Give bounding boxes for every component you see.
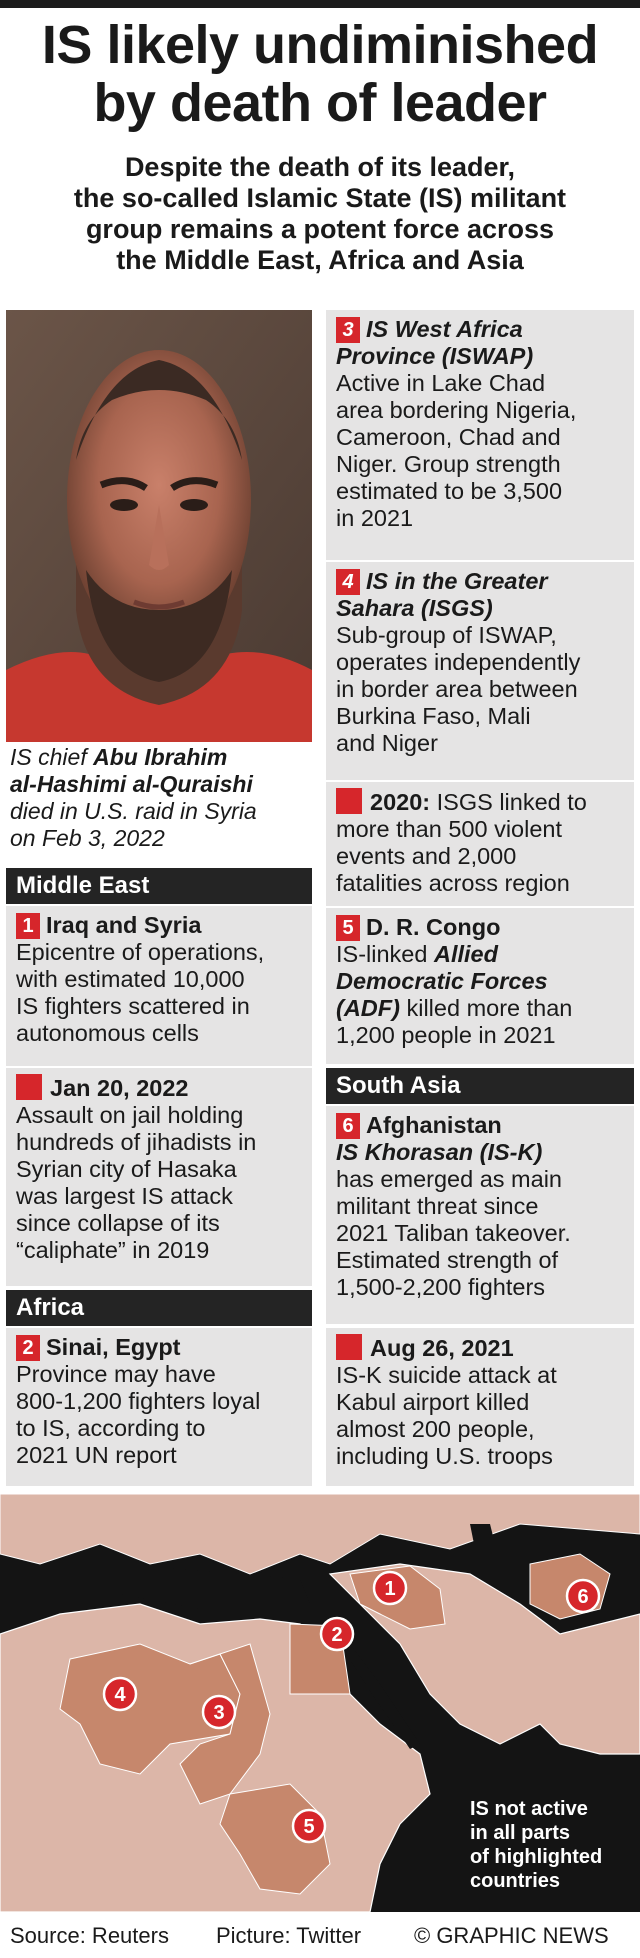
red-square-icon <box>336 788 362 814</box>
marker-number: 3 <box>336 317 360 343</box>
map-note-line: IS not active <box>470 1798 588 1820</box>
marker-label: 2 <box>331 1624 343 1646</box>
entry-line: has emerged as main <box>336 1166 562 1192</box>
standfirst <box>10 152 630 276</box>
entry-line: IS-K suicide attack at <box>336 1362 557 1388</box>
entry-line: 800-1,200 fighters loyal <box>16 1388 261 1414</box>
top-rule <box>0 0 640 8</box>
entry-line: Kabul airport killed <box>336 1389 530 1415</box>
entry-line: hundreds of jihadists in <box>16 1129 257 1155</box>
publisher-credit: © GRAPHIC NEWS <box>414 1923 609 1948</box>
entry-title: Sahara (ISGS) <box>336 595 493 621</box>
group-name: Allied <box>433 941 498 967</box>
headline <box>0 16 640 132</box>
entry-line: 2021 UN report <box>16 1442 177 1468</box>
portrait-photo <box>6 310 312 742</box>
standfirst-line: the Middle East, Africa and Asia <box>116 245 524 275</box>
caption-prefix: IS chief <box>10 744 94 770</box>
entry-title: Iraq and Syria <box>46 912 202 938</box>
entry-line: militant threat since <box>336 1193 539 1219</box>
entry-line: Syrian city of Hasaka <box>16 1156 237 1182</box>
entry-line: Assault on jail holding <box>16 1102 244 1128</box>
entry-title: IS West Africa <box>366 316 523 342</box>
entry-title: Aug 26, 2021 <box>370 1335 514 1361</box>
entry-title: Jan 20, 2022 <box>50 1075 189 1101</box>
section-label: Middle East <box>16 872 150 899</box>
entry-jan-2022 <box>6 1068 312 1286</box>
entry-2020 <box>326 782 634 906</box>
marker-label: 1 <box>384 1578 396 1600</box>
entry-sinai <box>6 1328 312 1486</box>
entry-line: Province may have <box>16 1361 216 1387</box>
headline-line: by death of leader <box>93 73 547 133</box>
entry-line: Cameroon, Chad and <box>336 424 561 450</box>
entry-line: Niger. Group strength <box>336 451 561 477</box>
section-label: South Asia <box>336 1072 461 1099</box>
map-note-line: in all parts <box>470 1822 571 1844</box>
entry-iraq-syria <box>6 906 312 1066</box>
marker-number: 2 <box>16 1335 40 1361</box>
headline-line: IS likely undiminished <box>41 15 599 75</box>
map-note-line: countries <box>470 1870 561 1892</box>
group-name: (ADF) <box>336 995 400 1021</box>
entry-title: Sinai, Egypt <box>46 1334 181 1360</box>
entry-line: Epicentre of operations, <box>16 939 265 965</box>
entry-line: Burkina Faso, Mali <box>336 703 531 729</box>
entry-line: killed more than <box>399 995 573 1021</box>
map-note-line: of highlighted <box>470 1846 603 1868</box>
marker-number: 1 <box>16 913 40 939</box>
entry-line: “caliphate” in 2019 <box>16 1237 210 1263</box>
section-bar-south-asia <box>326 1068 634 1104</box>
map-note <box>470 1797 630 1893</box>
marker-label: 4 <box>114 1684 126 1706</box>
marker-label: 6 <box>577 1586 589 1608</box>
entry-line: IS-linked <box>336 941 434 967</box>
entry-line: events and 2,000 <box>336 843 517 869</box>
section-bar-africa <box>6 1290 312 1326</box>
marker-label: 5 <box>303 1816 315 1838</box>
entry-line: Active in Lake Chad <box>336 370 546 396</box>
entry-line: operates independently <box>336 649 581 675</box>
caption-name: Abu Ibrahim <box>93 744 228 770</box>
entry-isgs <box>326 562 634 780</box>
picture-credit: Picture: Twitter <box>216 1923 362 1948</box>
red-square-icon <box>336 1334 362 1360</box>
group-name: Democratic Forces <box>336 968 548 994</box>
entry-line: autonomous cells <box>16 1020 199 1046</box>
entry-subtitle: IS Khorasan (IS-K) <box>336 1139 543 1165</box>
entry-line: fatalities across region <box>336 870 570 896</box>
entry-title: Afghanistan <box>366 1112 502 1138</box>
caption-line: on Feb 3, 2022 <box>10 825 165 851</box>
entry-line: including U.S. troops <box>336 1443 553 1469</box>
entry-line: estimated to be 3,500 <box>336 478 563 504</box>
standfirst-line: group remains a potent force across <box>85 214 555 244</box>
entry-line: in 2021 <box>336 505 414 531</box>
entry-line: 1,200 people in 2021 <box>336 1022 556 1048</box>
marker-number: 5 <box>336 915 360 941</box>
entry-afghanistan <box>326 1106 634 1324</box>
entry-line: Sub-group of ISWAP, <box>336 622 557 648</box>
entry-line: more than 500 violent <box>336 816 563 842</box>
entry-line: and Niger <box>336 730 438 756</box>
entry-line: area bordering Nigeria, <box>336 397 577 423</box>
caption-name: al-Hashimi al-Quraishi <box>10 771 253 797</box>
standfirst-line: the so-called Islamic State (IS) militant <box>73 183 567 213</box>
entry-title: 2020: <box>370 789 431 815</box>
entry-title: IS in the Greater <box>366 568 548 594</box>
entry-line: ISGS linked to <box>430 789 587 815</box>
entry-line: was largest IS attack <box>16 1183 233 1209</box>
caption-line: died in U.S. raid in Syria <box>10 798 257 824</box>
entry-line: 1,500-2,200 fighters <box>336 1274 546 1300</box>
marker-number: 4 <box>336 569 360 595</box>
entry-line: Estimated strength of <box>336 1247 559 1273</box>
entry-line: IS fighters scattered in <box>16 993 250 1019</box>
section-bar-middle-east <box>6 868 312 904</box>
entry-line: 2021 Taliban takeover. <box>336 1220 571 1246</box>
source-credit: Source: Reuters <box>10 1923 169 1948</box>
photo-caption <box>10 744 310 852</box>
entry-congo <box>326 908 634 1064</box>
entry-title: D. R. Congo <box>366 914 501 940</box>
red-square-icon <box>16 1074 42 1100</box>
footer <box>0 1914 640 1958</box>
standfirst-line: Despite the death of its leader, <box>124 152 516 182</box>
entry-title: Province (ISWAP) <box>336 343 534 369</box>
entry-aug-2021 <box>326 1328 634 1486</box>
marker-number: 6 <box>336 1113 360 1139</box>
entry-line: in border area between <box>336 676 578 702</box>
entry-line: almost 200 people, <box>336 1416 535 1442</box>
entry-line: with estimated 10,000 <box>16 966 245 992</box>
section-label: Africa <box>16 1294 85 1321</box>
entry-line: to IS, according to <box>16 1415 206 1441</box>
entry-iswap <box>326 310 634 560</box>
entry-line: since collapse of its <box>16 1210 220 1236</box>
marker-label: 3 <box>213 1702 225 1724</box>
